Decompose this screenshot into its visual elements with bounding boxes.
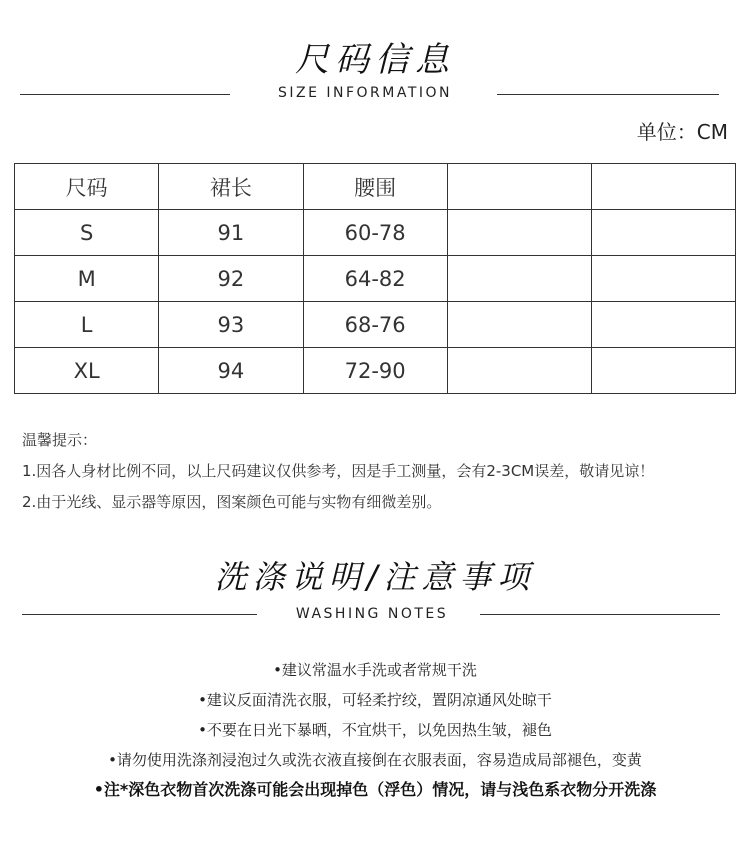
- header-cell: [447, 164, 591, 210]
- wash-title-rule-right: [480, 614, 720, 615]
- list-item-warning: •注*深色衣物首次洗涤可能会出现掉色（浮色）情况，请与浅色系衣物分开洗涤: [93, 780, 657, 799]
- table-cell: 68-76: [303, 302, 447, 348]
- tips-block: [22, 425, 654, 518]
- table-cell: 72-90: [303, 348, 447, 394]
- table-cell: 91: [159, 210, 303, 256]
- list-item: •建议反面清洗衣服，可轻柔拧绞，置阴凉通风处晾干: [198, 691, 552, 709]
- size-table: [14, 163, 736, 394]
- size-title-cn: 尺码信息: [295, 40, 455, 80]
- table-cell: L: [15, 302, 159, 348]
- table-cell: [447, 256, 591, 302]
- list-item: •不要在日光下暴晒，不宜烘干，以免因热生皱，褪色: [198, 721, 552, 739]
- table-cell: 60-78: [303, 210, 447, 256]
- tips-line-1: 1.因各人身材比例不同，以上尺码建议仅供参考，因是手工测量，会有2-3CM误差，敬请见谅！: [22, 462, 655, 480]
- table-cell: [591, 256, 735, 302]
- table-cell: 94: [159, 348, 303, 394]
- unit-label: 单位：CM: [636, 120, 728, 144]
- header-cell: [591, 164, 735, 210]
- size-title-rule-right: [497, 94, 719, 95]
- size-title-rule-left: [20, 94, 230, 95]
- list-item: •请勿使用洗涤剂浸泡过久或洗衣液直接倒在衣服表面，容易造成局部褪色，变黄: [108, 751, 642, 769]
- table-cell: 92: [159, 256, 303, 302]
- table-cell: 64-82: [303, 256, 447, 302]
- table-cell: S: [15, 210, 159, 256]
- size-title-en: SIZE INFORMATION: [277, 85, 453, 101]
- wash-title-rule-left: [22, 614, 257, 615]
- table-cell: [447, 348, 591, 394]
- list-item: •建议常温水手洗或者常规干洗: [273, 661, 477, 679]
- table-cell: [447, 210, 591, 256]
- header-cell: 腰围: [303, 164, 447, 210]
- table-cell: 93: [159, 302, 303, 348]
- washing-notes-list: [0, 655, 750, 805]
- table-cell: [591, 210, 735, 256]
- table-row: [15, 348, 736, 394]
- table-row: [15, 210, 736, 256]
- table-cell: M: [15, 256, 159, 302]
- table-cell: [591, 302, 735, 348]
- wash-title-en: WASHING NOTES: [295, 606, 449, 622]
- tips-heading: 温馨提示：: [22, 431, 98, 449]
- table-cell: [447, 302, 591, 348]
- header-cell: 裙长: [159, 164, 303, 210]
- table-cell: XL: [15, 348, 159, 394]
- table-row: [15, 302, 736, 348]
- table-header-row: [15, 164, 736, 210]
- table-row: [15, 256, 736, 302]
- table-cell: [591, 348, 735, 394]
- header-cell: 尺码: [15, 164, 159, 210]
- wash-title-cn: 洗涤说明/注意事项: [214, 558, 536, 596]
- tips-line-2: 2.由于光线、显示器等原因，图案颜色可能与实物有细微差别。: [22, 493, 442, 511]
